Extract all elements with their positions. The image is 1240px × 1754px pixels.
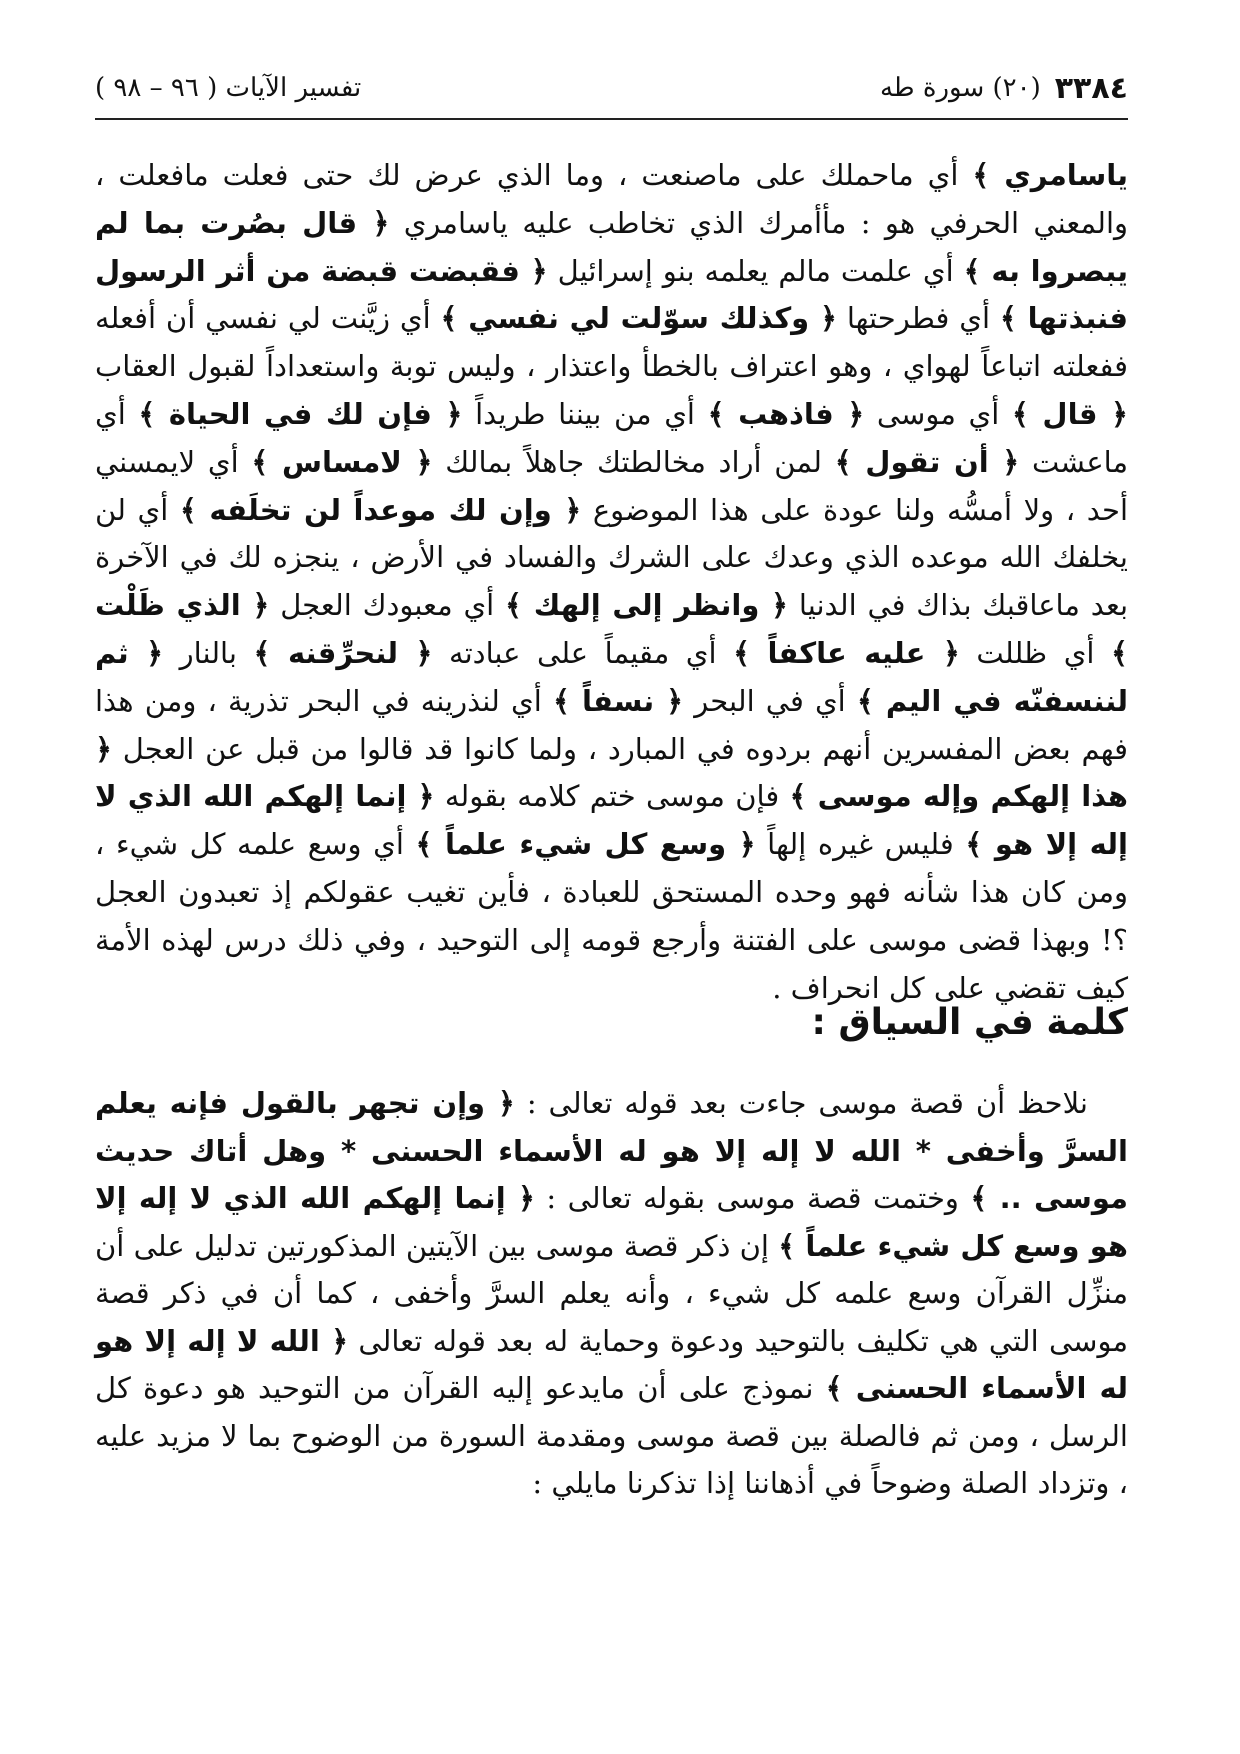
verse-quote: ﴿ ثم لننسفنّه في اليم ﴾	[95, 635, 1128, 718]
surah-label: (٢٠) سورة طه	[879, 73, 1041, 103]
verse-quote: ﴿ وسع كل شيء علماً ﴾	[415, 827, 756, 862]
verse-quote: ﴿ فقبضت قبضة من أثر الرسول فنبذتها ﴾	[95, 253, 1128, 336]
verse-quote: ﴿ قال بصُرت بما لم يبصروا به ﴾	[95, 205, 1128, 288]
commentary-text: نموذج على أن مايدعو إليه القرآن من التوحيد هو دعوة كل الرسل ، ومن ثم فالصلة بين قصة موسى ومقدمة السورة من الوضوح بما لا مزيد عليه ، وتزداد الصلة وضوحاً في أذهاننا إذا تذكرنا مايلي :	[95, 1371, 1128, 1500]
header-rule	[95, 118, 1128, 120]
commentary-text: أي زيَّنت لي نفسي أن أفعله ففعلته اتباعاً لهواي ، وهو اعتراف بالخطأ واعتذار ، وليس توبة واستعداداً لقبول العقاب	[95, 301, 1128, 384]
commentary-text: أي ماحملك على ماصنعت ، وما الذي عرض لك حتى فعلت مافعلت ، والمعني الحرفي هو : مأأمرك الذي تخاطب عليه ياسامري	[95, 158, 1129, 240]
commentary-text: أي في البحر	[683, 683, 857, 718]
commentary-text: أي معبودك العجل	[269, 588, 506, 623]
verse-quote: ياسامري ﴾	[972, 158, 1128, 192]
commentary-text: أي ظللت	[959, 635, 1112, 670]
commentary-text: أي من بيننا طريداً	[462, 396, 708, 431]
verse-quote: ﴿ فاذهب ﴾	[707, 396, 865, 431]
verse-quote: ﴿ هذا إلهكم وإله موسى ﴾	[95, 731, 1128, 814]
commentary-text: أي ماعشت	[95, 396, 1128, 479]
commentary-text: أي وسع علمه كل شيء ، ومن كان هذا شأنه فهو وحده المستحق للعبادة ، فأين تغيب عقولكم إذ تعبدون العجل ؟! وبهذا قضى موسى على الفتنة وأرجع قومه إلى التوحيد ، وفي ذلك درس لهذه الأمة كيف تقضي على كل انحراف .	[95, 827, 1128, 1005]
verse-quote: ﴿ فإن لك في الحياة ﴾	[138, 396, 463, 431]
header-right-group	[880, 71, 1128, 106]
verse-quote: ﴿ لامساس ﴾	[251, 444, 433, 479]
verse-quote: ﴿ وكذلك سوّلت لي نفسي ﴾	[440, 301, 837, 336]
commentary-text: أي علمت مالم يعلمه بنو إسرائيل	[547, 253, 964, 288]
commentary-text: أي فطرحتها	[836, 301, 1000, 336]
verse-quote: ﴿ وانظر إلى إلهك ﴾	[505, 588, 789, 623]
commentary-text: نلاحظ أن قصة موسى جاءت بعد قوله تعالى :	[514, 1086, 1088, 1120]
commentary-text: لمن أراد مخالطتك جاهلاً بمالك	[432, 444, 835, 479]
verse-quote: ﴿ الله لا إله إلا هو له الأسماء الحسنى ﴾	[95, 1323, 1128, 1405]
commentary-text: أي موسى	[864, 396, 1012, 431]
commentary-text: أي لنذرينه في البحر تذرية ، ومن هذا فهم بعض المفسرين أنهم بردوه في المبارد ، ولما كانوا قد قالوا من قبل عن العجل	[95, 683, 1128, 766]
context-paragraph	[95, 1080, 1128, 1508]
commentary-text: وختمت قصة موسى بقوله تعالى :	[534, 1181, 971, 1215]
tafsir-body	[95, 152, 1128, 1012]
commentary-text: أي لن يخلفك الله موعده الذي وعدك على الشرك والفساد في الأرض ، ينجزه لك في الآخرة بعد ماعاقبك بذاك في الدنيا	[95, 492, 1129, 623]
verse-quote: ﴿ الذي ظَلْت ﴾	[95, 588, 1129, 670]
verse-quote: ﴿ قال ﴾	[1011, 396, 1128, 431]
page-number: ٣٣٨٤	[1054, 70, 1128, 106]
commentary-text: بالنار	[163, 635, 254, 670]
verse-quote: ﴿ وإن تجهر بالقول فإنه يعلم السرَّ وأخفى * الله لا إله إلا هو له الأسماء الحسنى * وهل أتاك حديث موسى .. ﴾	[95, 1086, 1128, 1215]
commentary-text: فإن موسى ختم كلامه بقوله	[434, 779, 790, 814]
verse-quote: ﴿ وإن لك موعداً لن تخلَفه ﴾	[179, 492, 582, 527]
commentary-text: فليس غيره إلهاً	[755, 827, 966, 862]
context-body	[95, 1080, 1128, 1508]
verse-quote: ﴿ نسفاً ﴾	[552, 683, 684, 718]
tafsir-paragraph	[95, 152, 1128, 1012]
verse-quote: ﴿ عليه عاكفاً ﴾	[733, 635, 960, 670]
verse-quote: ﴿ أن تقول ﴾	[834, 444, 1020, 479]
page-header	[95, 62, 1128, 114]
commentary-text: أي مقيماً على عبادته	[432, 635, 734, 670]
verse-quote: ﴿ إنما إلهكم الله الذي لا إله إلا هو وسع كل شيء علماً ﴾	[95, 1181, 1129, 1263]
verse-quote: ﴿ لنحرِّقنه ﴾	[253, 635, 433, 670]
verses-range-label: تفسير الآيات ( ٩٦ – ٩٨ )	[95, 73, 362, 103]
verse-quote: ﴿ إنما إلهكم الله الذي لا إله إلا هو ﴾	[95, 779, 1128, 862]
commentary-text: أي لايمسني أحد ، ولا أمسُّه ولنا عودة على هذا الموضوع	[95, 444, 1128, 527]
section-title: كلمة في السياق :	[811, 1002, 1128, 1043]
commentary-text: إن ذكر قصة موسى بين الآيتين المذكورتين تدليل على أن منزِّل القرآن وسع علمه كل شيء ، وأنه يعلم السرَّ وأخفى ، كما أن في ذكر قصة موسى التي هي تكليف بالتوحيد ودعوة وحماية له بعد قوله تعالى	[95, 1228, 1128, 1358]
